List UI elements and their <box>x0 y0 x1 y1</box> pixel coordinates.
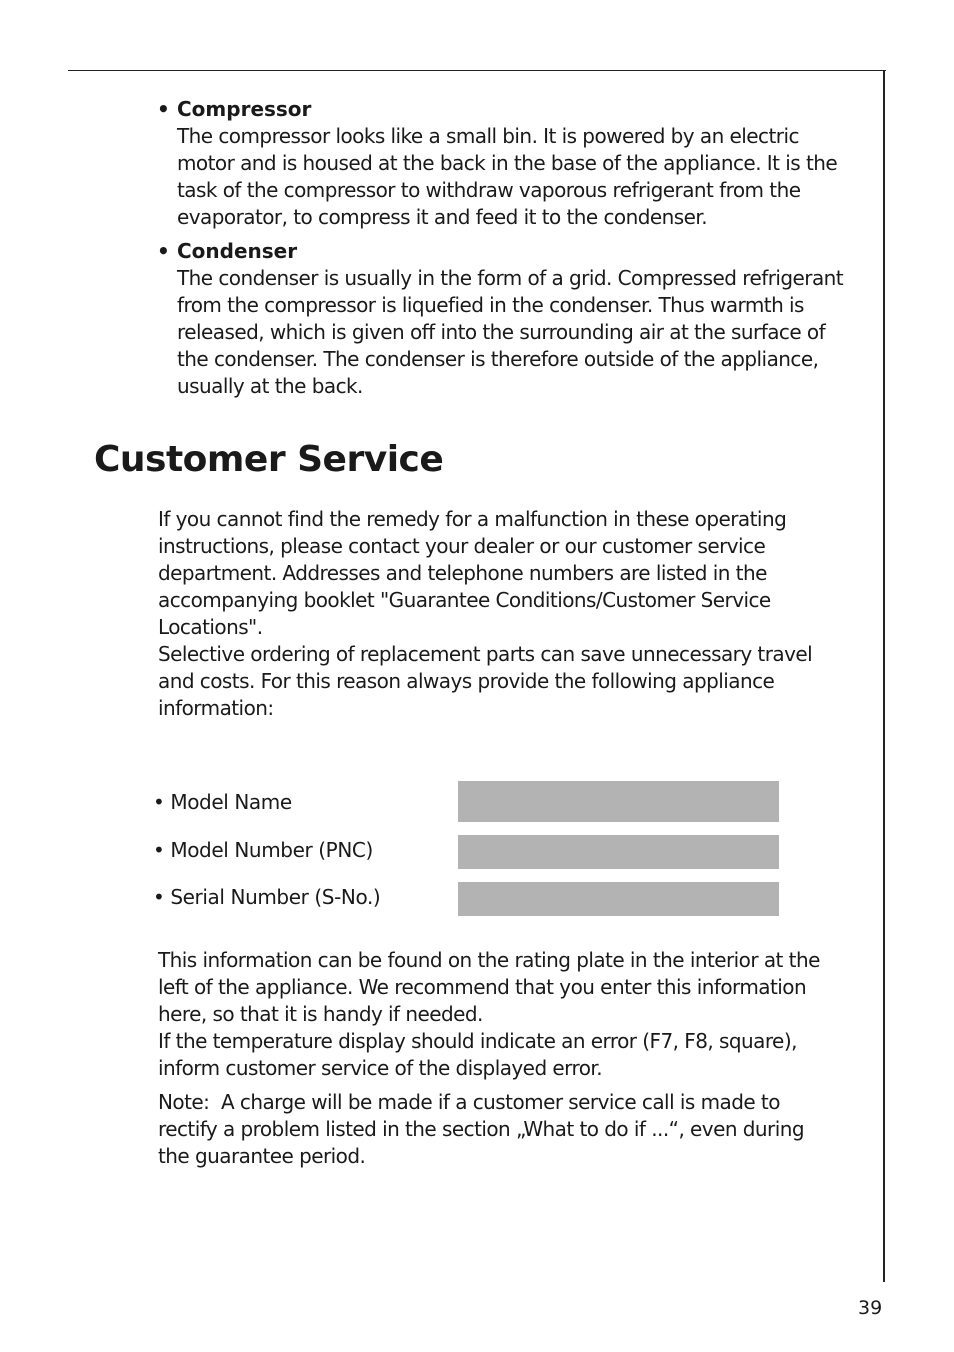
info-paragraph <box>158 947 858 1082</box>
info-line: left of the appliance. We recommend that you enter this information <box>158 975 807 999</box>
condenser-title-text: Condenser <box>177 239 298 263</box>
condenser-line: usually at the back. <box>177 374 363 398</box>
compressor-line: task of the compressor to withdraw vaporous refrigerant from the <box>177 178 801 202</box>
note-paragraph <box>158 1089 858 1170</box>
model-name-label: • Model Name <box>153 790 292 814</box>
intro-line: accompanying booklet "Guarantee Conditions/Customer Service <box>158 588 771 612</box>
condenser-body <box>157 265 857 400</box>
compressor-section <box>157 96 857 231</box>
note-line <box>158 1089 858 1116</box>
model-number-field[interactable] <box>458 835 779 869</box>
intro-line: department. Addresses and telephone numbers are listed in the <box>158 561 767 585</box>
top-rule <box>68 70 886 71</box>
condenser-line: The condenser is usually in the form of a grid. Compressed refrigerant <box>177 266 844 290</box>
compressor-line: evaporator, to compress it and feed it to the condenser. <box>177 205 708 229</box>
condenser-title <box>157 238 857 265</box>
compressor-line: The compressor looks like a small bin. It is powered by an electric <box>177 124 799 148</box>
page-title: Customer Service <box>94 439 444 480</box>
serial-number-field[interactable] <box>458 882 779 916</box>
intro-line: Locations". <box>158 615 263 639</box>
intro-line: If you cannot find the remedy for a malfunction in these operating <box>158 507 787 531</box>
bullet-icon: • <box>157 97 170 121</box>
page-number: 39 <box>858 1297 883 1319</box>
model-name-field[interactable] <box>458 781 779 822</box>
note-text: A charge will be made if a customer service call is made to <box>220 1090 780 1114</box>
info-line: here, so that it is handy if needed. <box>158 1002 483 1026</box>
serial-number-row <box>153 882 783 922</box>
info-line: If the temperature display should indicate an error (F7, F8, square), <box>158 1029 797 1053</box>
bullet-icon: • <box>157 239 170 263</box>
compressor-body <box>157 123 857 231</box>
compressor-title-text: Compressor <box>177 97 312 121</box>
model-name-row <box>153 781 783 821</box>
serial-number-label: • Serial Number (S-No.) <box>153 885 381 909</box>
intro-line: and costs. For this reason always provide the following appliance <box>158 669 775 693</box>
condenser-line: from the compressor is liquefied in the condenser. Thus warmth is <box>177 293 804 317</box>
note-label: Note: <box>158 1090 210 1114</box>
condenser-section <box>157 238 857 400</box>
condenser-line: released, which is given off into the surrounding air at the surface of <box>177 320 826 344</box>
intro-line: instructions, please contact your dealer or our customer service <box>158 534 766 558</box>
intro-line: information: <box>158 696 274 720</box>
model-number-row <box>153 835 783 875</box>
condenser-line: the condenser. The condenser is therefore outside of the appliance, <box>177 347 819 371</box>
compressor-title <box>157 96 857 123</box>
intro-line: Selective ordering of replacement parts can save unnecessary travel <box>158 642 813 666</box>
intro-paragraph <box>158 506 858 722</box>
info-line: inform customer service of the displayed error. <box>158 1056 603 1080</box>
note-line: the guarantee period. <box>158 1144 366 1168</box>
model-number-label: • Model Number (PNC) <box>153 838 373 862</box>
info-line: This information can be found on the rating plate in the interior at the <box>158 948 820 972</box>
note-line: rectify a problem listed in the section „What to do if ...“, even during <box>158 1117 805 1141</box>
side-rule <box>883 70 885 1282</box>
compressor-line: motor and is housed at the back in the base of the appliance. It is the <box>177 151 838 175</box>
